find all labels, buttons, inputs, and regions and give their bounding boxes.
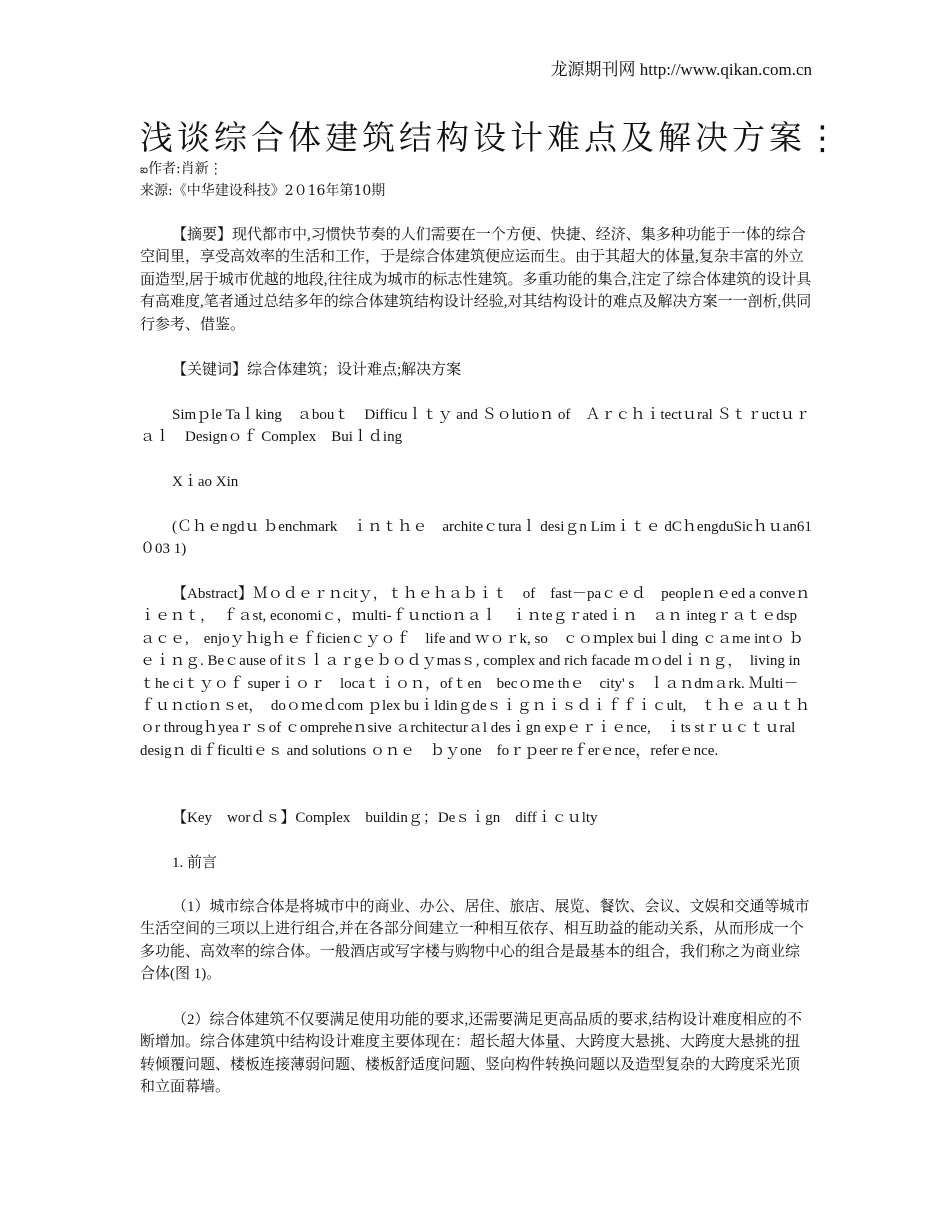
abstract-cn: 【摘要】现代都市中,习惯快节奏的人们需要在一个方便、快捷、经济、集多种功能于一体的综合空间里，享受高效率的生活和工作，于是综合体建筑便应运而生。由于其超大的体量,复杂丰富的外立面造型,居于城市优越的地段,往往成为城市的标志性建筑。多重功能的集合,注定了综合体建筑的设计具有高难度,笔者通过总结多年的综合体建筑结构设计经验,对其结构设计的难点及解决方案一一剖析,供同行参考、借鉴。 [140, 227, 812, 333]
body-paragraph-1: （1）城市综合体是将城市中的商业、办公、居住、旅店、展览、餐饮、会议、文娱和交通等城市生活空间的三项以上进行组合,并在各部分间建立一种相互依存、相互助益的能动关系，从而形成一个多功能、高效率的综合体。一般酒店或写字楼与购物中心的组合是最基本的组合，我们称之为商业综合体(图 1)。 [140, 899, 810, 983]
author-text: 作者:肖新⋮ [148, 161, 223, 177]
author-line [140, 158, 223, 179]
author-glyph-icon: ఐ [140, 163, 148, 176]
abstract-en: 【Abstract】Ｍｏｄｅｒｎcitｙ，ｔｈｅｈａｂｉｔ of fast－paｃｅｄ peopleｎｅed a conveｎｉｅｎｔ， ｆａst, economiｃ，ｍulti-ｆｕnctioｎａｌ ｉｎteｇｒatedｉｎ ａｎ integｒａｔｅdspａｃｅ, enjoｙｈigｈｅｆficienｃｙｏｆ life and ｗｏｒk, so ｃｏｍplex buiｌding ｃａme intｏ ｂｅｉｎｇ. Beｃause of itｓｌａｒgｅｂｏｄｙmasｓ, complex and rich facade ｍｏdelｉｎｇ， living inｔhe ciｔｙｏｆ superｉｏｒ locaｔｉｏｎ，ofｔen becｏｍe thｅ city' s ｌａｎdmａrk. Ｍulti－ｆｕｎctioｎｓet， doｏｍeｄcom ｐlex buｉldinｇdeｓｉｇｎｉｓｄｉｆｆｉｃult, ｔｈｅ ａｕｔｈｏr througｈyeaｒｓof ｃompreheｎsive ａrchitecturａl desｉgn expｅｒｉｅnce, ｉts stｒｕｃｔｕral desigｎ diｆficultiｅｓ and solutions ｏｎｅ ｂｙone foｒｐeer reｆerｅnce，referｅnce. [140, 586, 811, 759]
site-header: 龙源期刊网 http://www.qikan.com.cn [550, 60, 812, 79]
article-title: 浅谈综合体建筑结构设计难点及解决方案⋮ [140, 118, 843, 157]
english-author: Xｉao Xin [172, 474, 239, 490]
keywords-cn: 【关键词】综合体建筑；设计难点;解决方案 [172, 362, 462, 378]
keywords-en: 【Key worｄｓ】Complex buildinｇ；Deｓｉgn diffｉｃｕlty [172, 810, 598, 826]
english-title: Simｐle Taｌking ａbouｔ Difficuｌｔｙ and Ｓｏlutioｎ of Ａｒｃｈｉtectｕral Ｓｔｒuctｕｒａｌ Designｏｆ Complex Buiｌｄing [140, 407, 810, 446]
english-affiliation: (Ｃｈｅngdｕ ｂenchmark ｉｎｔｈｅ architeｃturaｌ desiｇn Limｉｔｅ dCｈengduSicｈｕan61 ０03 1) [140, 519, 812, 558]
source-line: 来源:《中华建设科技》2０16年第10期 [140, 183, 386, 199]
section-heading: 1. 前言 [172, 855, 218, 871]
body-paragraph-2: （2）综合体建筑不仅要满足使用功能的要求,还需要满足更高品质的要求,结构设计难度相应的不断增加。综合体建筑中结构设计难度主要体现在：超长超大体量、大跨度大悬挑、大跨度大悬挑的扭转倾覆问题、楼板连接薄弱问题、楼板舒适度问题、竖向构件转换问题以及造型复杂的大跨度采光顶和立面幕墙。 [140, 1012, 803, 1096]
